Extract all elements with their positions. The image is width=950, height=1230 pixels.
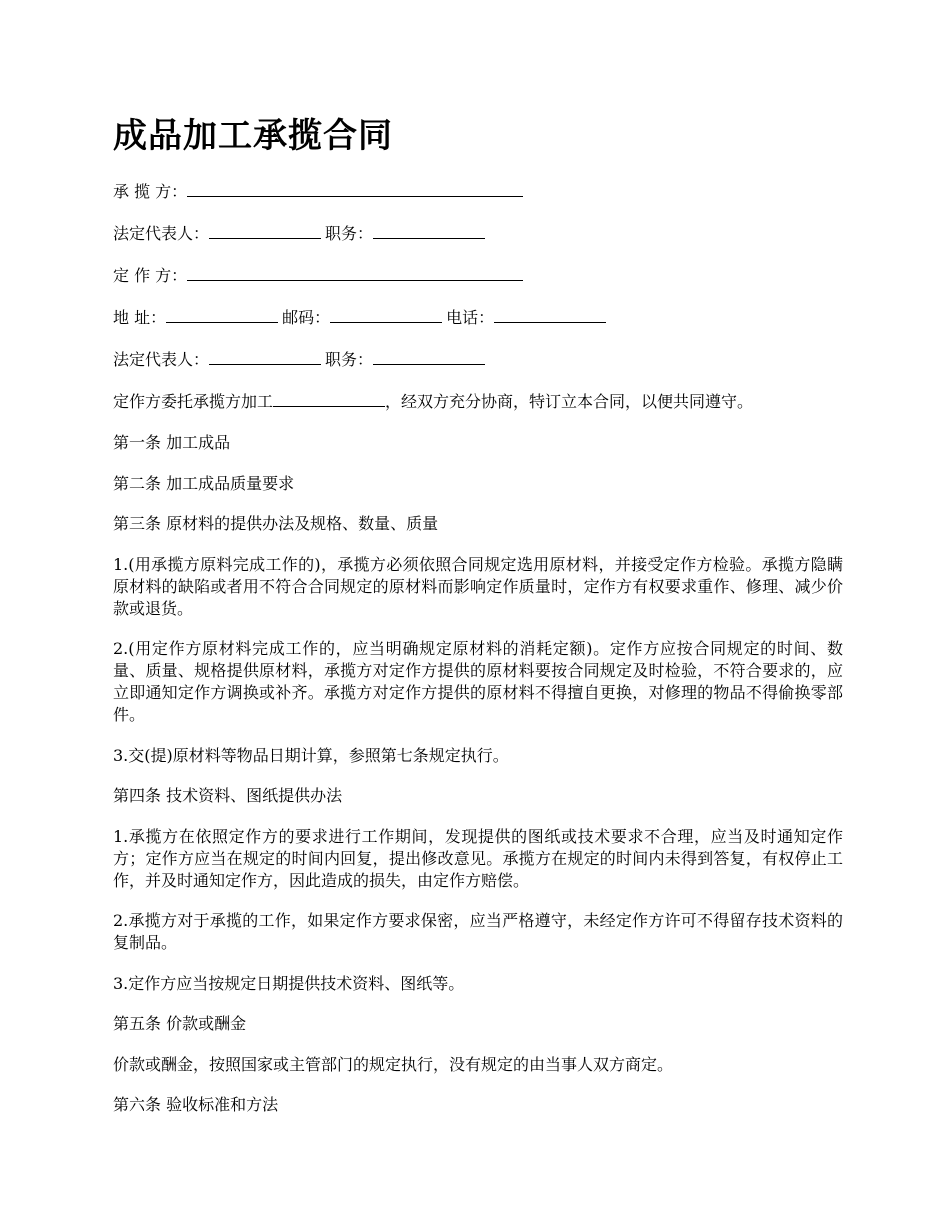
phone-label: 电话： xyxy=(446,308,495,327)
position-label-2: 职务： xyxy=(325,350,374,369)
article-3-item-2: 2.(用定作方原材料完成工作的，应当明确规定原材料的消耗定额)。定作方应按合同规定的时间、数量、质量、规格提供原材料，承揽方对定作方提供的原材料要按合同规定及时检验，不符合要求的，应立即通知定作方调换或补齐。承揽方对定作方提供的原材料不得擅自更换，对修理的物品不得偷换零部件。 xyxy=(113,639,843,724)
contractor-field xyxy=(113,180,843,203)
legal-rep-blank-2[interactable] xyxy=(209,348,321,365)
phone-blank[interactable] xyxy=(494,306,606,323)
contractor-label: 承 揽 方： xyxy=(113,182,188,201)
article-3-item-3: 3.交(提)原材料等物品日期计算，参照第七条规定执行。 xyxy=(113,745,509,765)
postcode-blank[interactable] xyxy=(330,306,442,323)
intro-after: ，经双方充分协商，特订立本合同，以便共同遵守。 xyxy=(385,392,754,411)
article-4-item-1: 1.承揽方在依照定作方的要求进行工作期间，发现提供的图纸或技术要求不合理，应当及时通知定作方；定作方应当在规定的时间内回复，提出修改意见。承揽方在规定的时间内未得到答复，有权停止工作，并及时通知定作方，因此造成的损失，由定作方赔偿。 xyxy=(113,826,843,890)
legal-rep-label-2: 法定代表人： xyxy=(113,350,210,369)
address-label: 地 址： xyxy=(113,308,167,327)
article-5-heading: 第五条 价款或酬金 xyxy=(113,1014,247,1033)
article-4-heading: 第四条 技术资料、图纸提供办法 xyxy=(113,786,343,805)
article-3-item-1: 1.(用承揽方原料完成工作的)，承揽方必须依照合同规定选用原材料，并接受定作方检验。承揽方隐瞒原材料的缺陷或者用不符合合同规定的原材料而影响定作质量时，定作方有权要求重作、修理、减少价款或退货。 xyxy=(113,554,843,618)
intro-blank[interactable] xyxy=(273,390,385,407)
article-6-heading: 第六条 验收标准和方法 xyxy=(113,1095,279,1114)
document-title: 成品加工承揽合同 xyxy=(113,116,393,156)
orderer-field xyxy=(113,264,843,287)
address-blank[interactable] xyxy=(166,306,278,323)
orderer-blank[interactable] xyxy=(187,264,523,281)
article-5-body: 价款或酬金，按照国家或主管部门的规定执行，没有规定的由当事人双方商定。 xyxy=(113,1054,674,1074)
article-2-heading: 第二条 加工成品质量要求 xyxy=(113,473,295,493)
article-4-item-3: 3.定作方应当按规定日期提供技术资料、图纸等。 xyxy=(113,973,465,993)
address-field xyxy=(113,306,843,329)
article-4-item-2: 2.承揽方对于承揽的工作，如果定作方要求保密，应当严格遵守，未经定作方许可不得留存技术资料的复制品。 xyxy=(113,911,843,952)
postcode-label: 邮码： xyxy=(282,308,331,327)
position-blank-2[interactable] xyxy=(373,348,485,365)
intro-before: 定作方委托承揽方加工 xyxy=(113,392,274,411)
article-1-heading: 第一条 加工成品 xyxy=(113,433,231,452)
article-3-heading: 第三条 原材料的提供办法及规格、数量、质量 xyxy=(113,514,439,533)
legal-rep-blank-1[interactable] xyxy=(209,222,321,239)
intro-paragraph xyxy=(113,390,843,413)
contract-page xyxy=(113,112,843,1135)
legal-rep-field-1 xyxy=(113,222,843,245)
orderer-label: 定 作 方： xyxy=(113,266,188,285)
position-label-1: 职务： xyxy=(325,224,374,243)
position-blank-1[interactable] xyxy=(373,222,485,239)
contractor-blank[interactable] xyxy=(187,180,523,197)
legal-rep-label-1: 法定代表人： xyxy=(113,224,210,243)
legal-rep-field-2 xyxy=(113,348,843,371)
